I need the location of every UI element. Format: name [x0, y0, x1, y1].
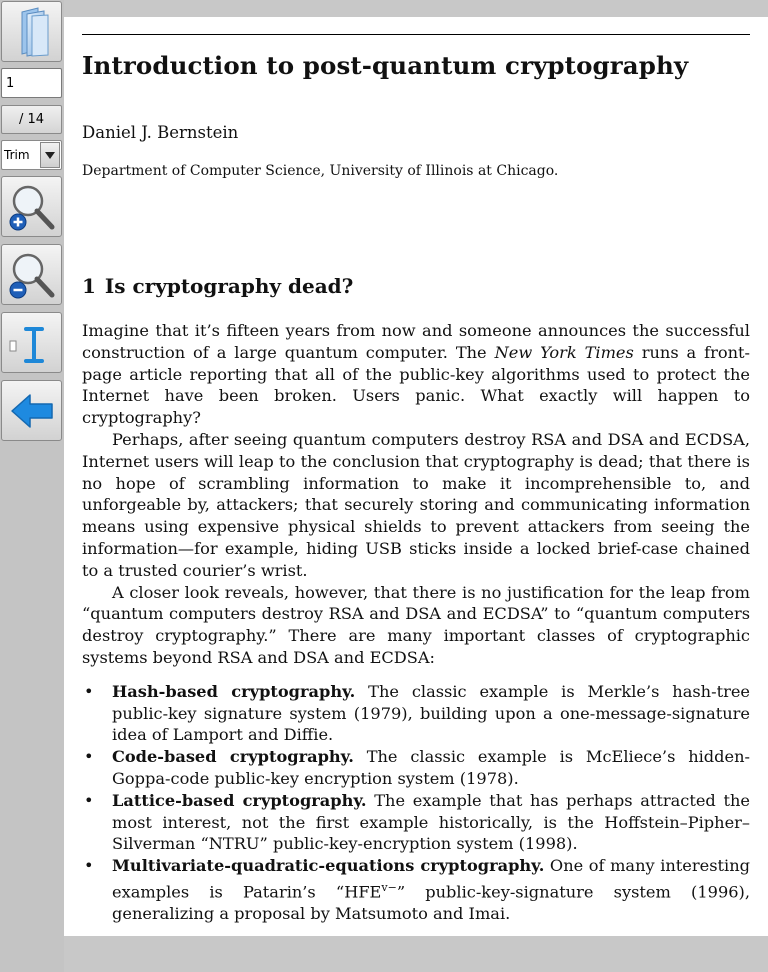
page-count-label: / 14 [1, 105, 62, 134]
bullet-icon: • [84, 790, 94, 810]
bullet-icon: • [84, 681, 94, 701]
bullet-icon: • [84, 856, 94, 876]
zoom-out-icon [6, 249, 58, 301]
author-affiliation: Department of Computer Science, University of Illinois at Chicago. [82, 163, 559, 179]
title-rule [82, 34, 750, 35]
section-heading [82, 274, 353, 298]
text-select-button[interactable] [1, 312, 62, 373]
paragraph: Perhaps, after seeing quantum computers destroy RSA and DSA and ECDSA, Internet users will leap to the conclusion that cryptography is dead; that there is no hope of scrambling information to make it incomprehensible to, and unforgeable by, attackers; that securely storing and communicating information means using expensive physical shields to prevent attackers from seeing the information—for example, hiding USB sticks inside a locked brief-case chained to a trusted courier’s wrist. [82, 429, 750, 580]
trim-select-value: Trim [4, 148, 30, 162]
zoom-in-button[interactable] [1, 176, 62, 237]
trim-select[interactable] [1, 140, 62, 170]
list-item: • Lattice-based cryptography. The example that has perhaps attracted the most interest, not the first example historically, is the Hoffstein–Pipher–Silverman “NTRU” public-key-encryption system (1998). [84, 790, 750, 854]
viewer-background [64, 936, 768, 972]
back-arrow-icon [6, 385, 58, 437]
zoom-out-button[interactable] [1, 244, 62, 305]
paper-title: Introduction to post-quantum cryptography [82, 51, 689, 80]
chevron-down-icon[interactable] [40, 142, 60, 168]
list-item: • Multivariate-quadratic-equations cryptography. One of many interesting examples is Patarin’s “$HFE^{v-}$” public-key-signature system (1996), generalizing a proposal by Matsumoto and Imai. [84, 856, 751, 924]
page-number-input[interactable] [1, 68, 62, 98]
list-item: • Hash-based cryptography. The classic example is Merkle’s hash-tree public-key signature system (1979), building upon a one-message-signature idea of Lamport and Diffie. [84, 681, 750, 745]
newspaper-name: New York Times [494, 342, 634, 362]
section-number: 1 [82, 274, 96, 298]
document-button[interactable] [1, 1, 62, 62]
bullet-list [82, 681, 750, 925]
text-cursor-icon [6, 317, 58, 369]
viewer-background [64, 0, 768, 17]
body-text [82, 320, 750, 925]
author-name: Daniel J. Bernstein [82, 123, 239, 142]
paragraph: Imagine that it’s fifteen years from now and someone announces the successful construction of a large quantum computer. The New York Times runs a front-page article reporting that all of the public-key algorithms used to protect the Internet have been broken. Users panic. What exactly will happen to cryptography? [82, 321, 750, 428]
pdf-page [64, 17, 768, 936]
zoom-in-icon [6, 181, 58, 233]
list-item: • Code-based cryptography. The classic example is McEliece’s hidden-Goppa-code public-key encryption system (1978). [84, 747, 751, 788]
back-button[interactable] [1, 380, 62, 441]
bullet-icon: • [84, 747, 94, 767]
document-icon [8, 6, 56, 58]
paragraph: A closer look reveals, however, that there is no justification for the leap from “quantum computers destroy RSA and DSA and ECDSA” to “quantum computers destroy cryptography.” There are many important classes of cryptographic systems beyond RSA and DSA and ECDSA: [82, 582, 750, 667]
toolbar [0, 0, 64, 972]
section-title: Is cryptography dead? [104, 274, 354, 298]
